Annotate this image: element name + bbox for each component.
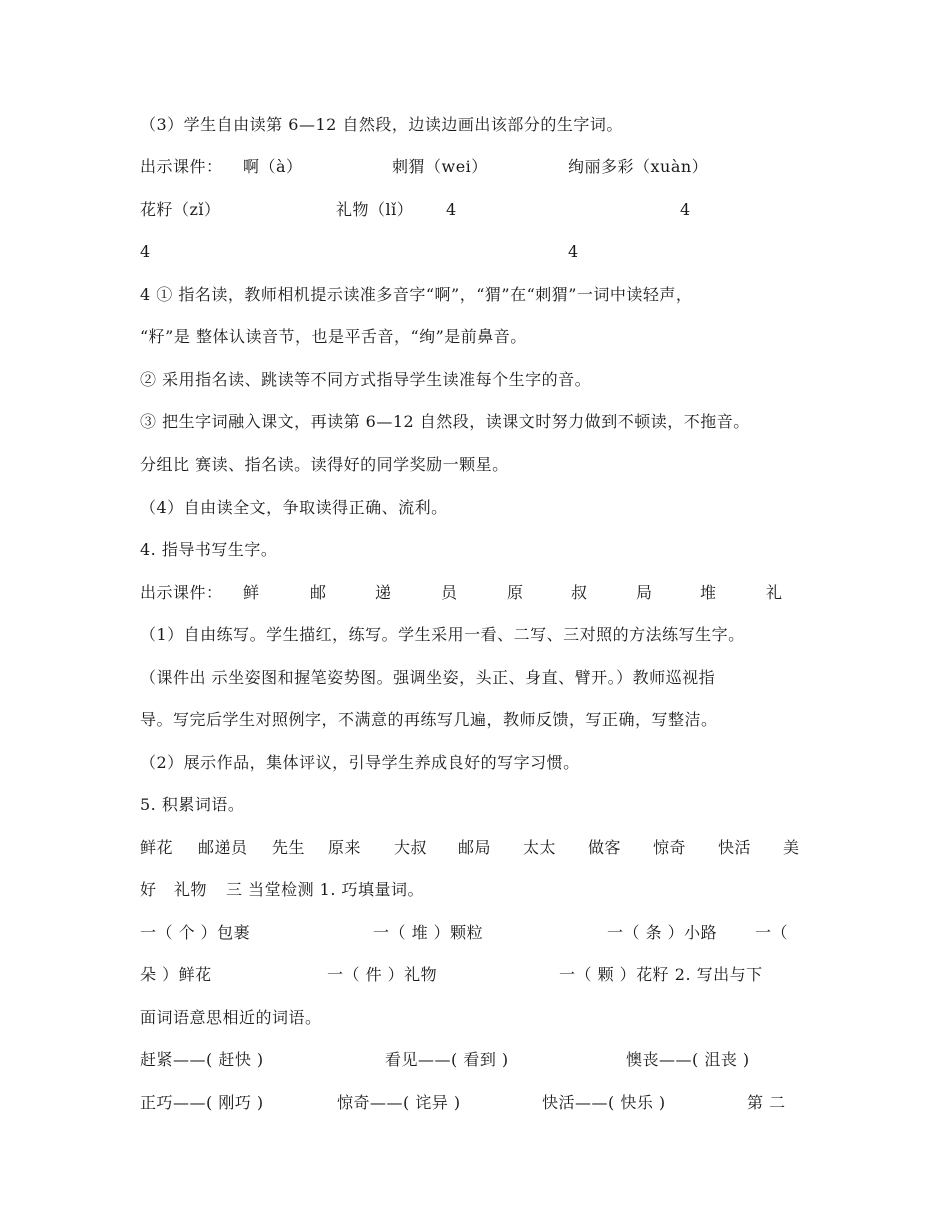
- text-segment: 花籽（zǐ）: [140, 200, 221, 219]
- text-segment: 绚丽多彩（xuàn）: [568, 157, 709, 176]
- text-segment: 4. 指导书写生字。: [140, 540, 278, 559]
- text-segment: 看见——( 看到 ): [385, 1050, 509, 1069]
- text-segment: 5. 积累词语。: [140, 795, 245, 814]
- text-segment: 大叔: [394, 838, 428, 857]
- text-segment: 太太: [523, 838, 557, 857]
- text-segment: 正巧——( 刚巧 ): [140, 1093, 264, 1112]
- text-segment: 礼物（lǐ）: [336, 200, 414, 219]
- text-segment: 原: [507, 583, 524, 602]
- text-segment: 懊丧——( 沮丧 ): [626, 1050, 750, 1069]
- text-segment: ③ 把生字词融入课文，再读第 6—12 自然段，读课文时努力做到不顿读，不拖音。: [140, 412, 750, 431]
- text-segment: 4: [446, 200, 457, 219]
- text-segment: 礼: [766, 583, 783, 602]
- text-segment: 原来: [328, 838, 362, 857]
- text-segment: 朵 ）鲜花: [140, 965, 212, 984]
- text-segment: 邮: [310, 583, 327, 602]
- text-segment: 礼物: [174, 880, 208, 899]
- text-segment: 员: [441, 583, 458, 602]
- text-segment: （2）展示作品，集体评议，引导学生养成良好的写字习惯。: [140, 753, 580, 772]
- text-segment: （课件出 示坐姿图和握笔姿势图。强调坐姿，头正、身直、臂开。）教师巡视指: [140, 668, 716, 687]
- text-segment: 一（ 个 ）包裹: [140, 923, 251, 942]
- text-segment: 三 当堂检测 1. 巧填量词。: [226, 880, 425, 899]
- text-segment: 出示课件：: [140, 157, 223, 176]
- text-segment: （3）学生自由读第 6—12 自然段，边读边画出该部分的生字词。: [140, 115, 623, 134]
- text-segment: 一（ 件 ）礼物: [327, 965, 438, 984]
- text-segment: 鲜: [243, 583, 260, 602]
- text-segment: 第 二: [747, 1093, 786, 1112]
- text-segment: 快活——( 快乐 ): [542, 1093, 666, 1112]
- text-segment: 4: [568, 242, 579, 261]
- text-segment: 导。写完后学生对照例字，不满意的再练写几遍，教师反馈，写正确，写整洁。: [140, 710, 718, 729]
- text-segment: 惊奇: [653, 838, 687, 857]
- text-segment: 先生: [272, 838, 306, 857]
- text-segment: 惊奇——( 诧异 ): [337, 1093, 461, 1112]
- text-segment: 快活: [718, 838, 752, 857]
- text-segment: 4: [140, 242, 151, 261]
- text-segment: 邮递员: [198, 838, 248, 857]
- text-segment: （4）自由读全文，争取读得正确、流利。: [140, 498, 448, 517]
- text-segment: 一（ 条 ）小路: [607, 923, 718, 942]
- text-segment: 刺猬（wei）: [392, 157, 488, 176]
- text-segment: 4: [680, 200, 691, 219]
- text-segment: 局: [636, 583, 653, 602]
- text-segment: 叔: [571, 583, 588, 602]
- text-segment: 4 ① 指名读，教师相机提示读准多音字“啊”，“猬”在“刺猬”一词中读轻声，: [140, 285, 693, 304]
- text-segment: 分组比 赛读、指名读。读得好的同学奖励一颗星。: [140, 455, 509, 474]
- text-segment: 递: [375, 583, 392, 602]
- text-segment: 好: [140, 880, 157, 899]
- text-segment: 做客: [588, 838, 622, 857]
- text-segment: 一（: [755, 923, 789, 942]
- text-segment: 一（ 堆 ）颗粒: [373, 923, 484, 942]
- text-segment: 一（ 颗 ）花籽 2. 写出与下: [559, 965, 763, 984]
- text-segment: 邮局: [458, 838, 492, 857]
- text-segment: 美: [783, 838, 800, 857]
- text-segment: 堆: [700, 583, 717, 602]
- text-segment: （1）自由练写。学生描红，练写。学生采用一看、二写、三对照的方法练写生字。: [140, 625, 745, 644]
- text-segment: 赶紧——( 赶快 ): [140, 1050, 264, 1069]
- text-segment: “籽”是 整体认读音节，也是平舌音，“绚”是前鼻音。: [140, 327, 527, 346]
- text-segment: 啊（à）: [243, 157, 303, 176]
- text-segment: 鲜花: [140, 838, 174, 857]
- text-segment: 出示课件：: [140, 583, 223, 602]
- text-segment: 面词语意思相近的词语。: [140, 1008, 322, 1027]
- text-segment: ② 采用指名读、跳读等不同方式指导学生读准每个生字的音。: [140, 370, 592, 389]
